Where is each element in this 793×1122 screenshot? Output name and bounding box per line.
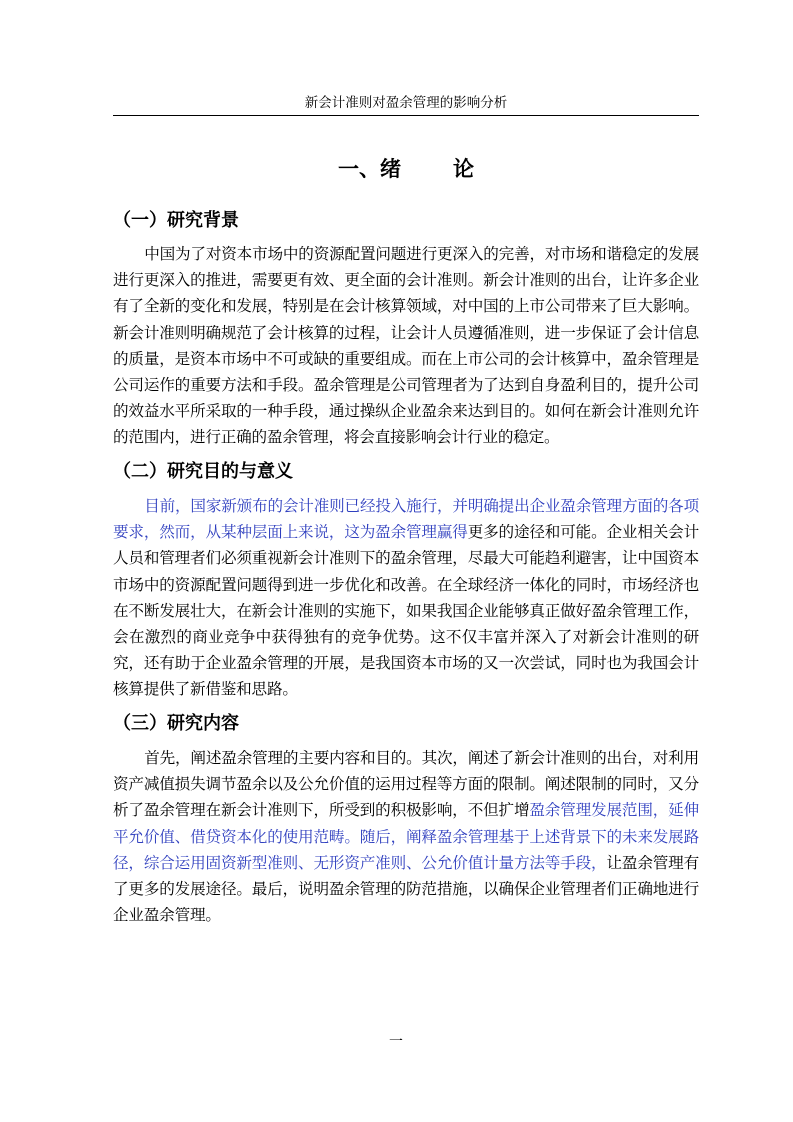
chapter-title-text: 论	[453, 157, 474, 181]
highlighted-text: 盈余管理发展范围，延伸平允价值、借贷资本化的使用范畴。随后，阐释盈余管理基于上述背景下的未来发展路径，综合运用固资新型准则、无形资产准则、公允价值计量方法等手段，	[113, 801, 699, 872]
paragraph-purpose	[113, 493, 699, 703]
running-title: 新会计准则对盈余管理的影响分析	[304, 95, 508, 111]
paragraph-content	[113, 745, 699, 928]
section-heading-background: （一）研究背景	[113, 210, 239, 231]
paragraph-background	[113, 241, 699, 451]
highlighted-text: 目前，国家新颁布的会计准则已经投入施行，并明确提出企业盈余管理方面的各项要求，然而，从某种层面上来说，这为盈余管理赢得	[113, 497, 699, 542]
chapter-title	[113, 155, 699, 183]
paragraph-text: 中国为了对资本市场中的资源配置问题进行更深入的完善，对市场和谐稳定的发展进行更深入的推进，需要更有效、更全面的会计准则。新会计准则的出台，让许多企业有了全新的变化和发展，特别是在会计核算领域，对中国的上市公司带来了巨大影响。新会计准则明确规范了会计核算的过程，让会计人员遵循准则，进一步保证了会计信息的质量，是资本市场中不可或缺的重要组成。而在上市公司的会计核算中，盈余管理是公司运作的重要方法和手段。盈余管理是公司管理者为了达到自身盈利目的，提升公司的效益水平所采取的一种手段，通过操纵企业盈余来达到目的。如何在新会计准则允许的范围内，进行正确的盈余管理，将会直接影响会计行业的稳定。	[113, 245, 699, 447]
chapter-title-number: 一、绪	[338, 157, 401, 181]
page-number: 一	[389, 1034, 403, 1050]
section-heading-content: （三）研究内容	[113, 713, 239, 734]
section-heading-purpose: （二）研究目的与意义	[113, 461, 293, 482]
running-header	[113, 93, 699, 116]
paragraph-text: 让盈余管理有了更多的发展途径。最后，说明盈余管理的防范措施，以确保企业管理者们正确地进行企业盈余管理。	[113, 853, 699, 925]
paragraph-text: 首先，阐述盈余管理的主要内容和目的。其次，阐述了新会计准则的出台，对利用资产减值损失调节盈余以及公允价值的运用过程等方面的限制。阐述限制的同时，又分析了盈余管理在新会计准则下，所受到的积极影响，不但扩增	[113, 749, 699, 820]
paragraph-text: 更多的途径和可能。企业相关会计人员和管理者们必须重视新会计准则下的盈余管理，尽最大可能趋利避害，让中国资本市场中的资源配置问题得到进一步优化和改善。在全球经济一体化的同时，市场经济也在不断发展壮大，在新会计准则的实施下，如果我国企业能够真正做好盈余管理工作，会在激烈的商业竞争中获得独有的竞争优势。这不仅丰富并深入了对新会计准则的研究，还有助于企业盈余管理的开展，是我国资本市场的又一次尝试，同时也为我国会计核算提供了新借鉴和思路。	[113, 523, 699, 699]
